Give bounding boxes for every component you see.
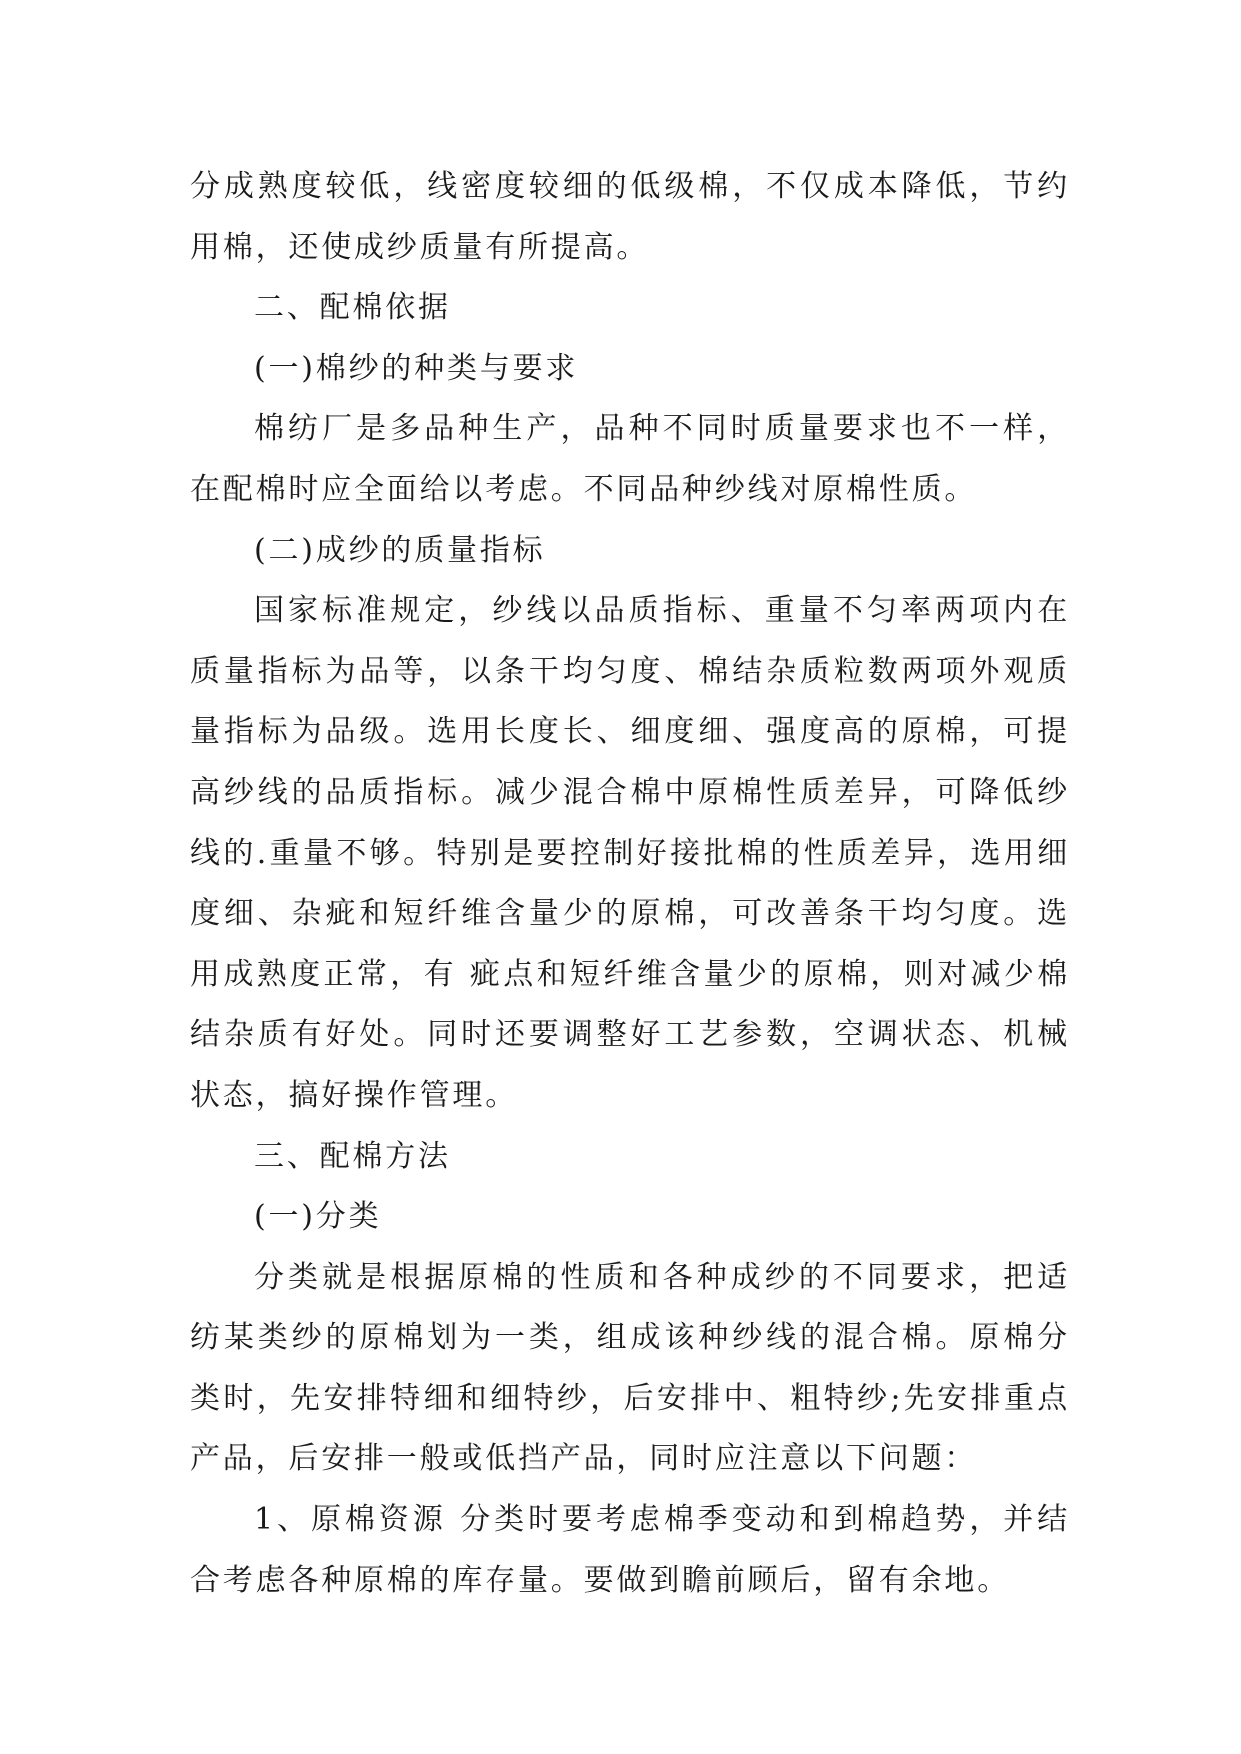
section-heading-method: 三、配棉方法	[254, 1138, 451, 1174]
paragraph-national-standard: 国家标准规定，纱线以品质指标、重量不匀率两项内在质量指标为品等，以条干均匀度、棉结杂质粒数两项外观质量指标为品级。选用长度长、细度细、强度高的原棉，可提高纱线的品质指标。减少混合棉中原棉性质差异，可降低纱线的.重量不够。特别是要控制好接批棉的性质差异，选用细度细、杂疵和短纤维含量少的原棉，可改善条干均匀度。选用成熟度正常，有 疵点和短纤维含量少的原棉，则对减少棉结杂质有好处。同时还要调整好工艺参数，空调状态、机械状态，搞好操作管理。	[190, 593, 1070, 1113]
section-heading-basis: 二、配棉依据	[254, 290, 451, 326]
subheading-yarn-types: (一)棉纱的种类与要求	[254, 350, 579, 386]
paragraph-cotton-resources: 1、原棉资源 分类时要考虑棉季变动和到棉趋势，并结合考虑各种原棉的库存量。要做到瞻前顾后，留有余地。	[190, 1502, 1070, 1598]
document-body	[190, 157, 1070, 1611]
paragraph-continuation: 分成熟度较低，线密度较细的低级棉，不仅成本降低，节约用棉，还使成纱质量有所提高。	[190, 169, 1070, 265]
paragraph-varieties: 棉纺厂是多品种生产，品种不同时质量要求也不一样，在配棉时应全面给以考虑。不同品种纱线对原棉性质。	[190, 411, 1070, 507]
subheading-classification: (一)分类	[254, 1199, 382, 1235]
subheading-quality-index: (二)成纱的质量指标	[254, 532, 546, 568]
paragraph-classification: 分类就是根据原棉的性质和各种成纱的不同要求，把适纺某类纱的原棉划为一类，组成该种纱线的混合棉。原棉分类时，先安排特细和细特纱，后安排中、粗特纱;先安排重点产品，后安排一般或低挡产品，同时应注意以下问题：	[190, 1259, 1070, 1477]
